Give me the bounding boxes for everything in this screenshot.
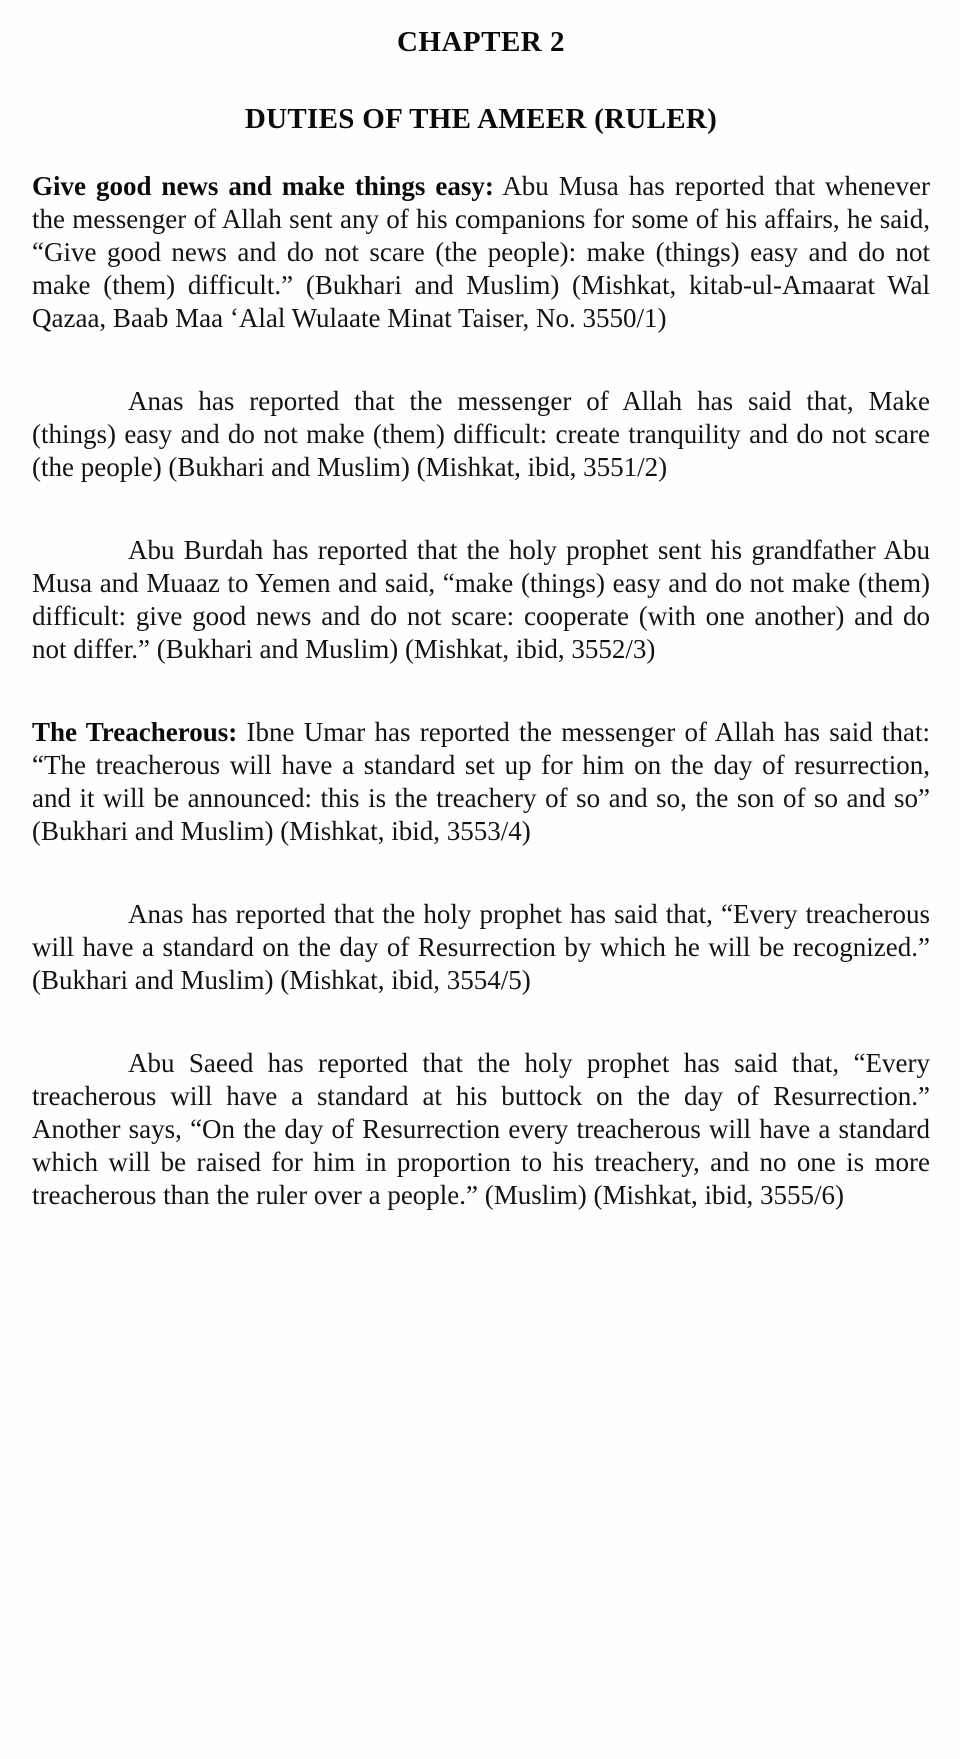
body-text [32,170,930,1212]
paragraph-anas-3551 [32,385,930,484]
paragraph-the-treacherous [32,716,930,848]
paragraph-abu-burdah-3552 [32,534,930,666]
paragraph-text: Abu Saeed has reported that the holy prophet has said that, “Every treacherous will have a standard at his buttock on the day of Resurrection.” Another says, “On the day of Resurrection every treacherous will have a standard which will be raised for him in proportion to his treachery, and no one is more treacherous than the ruler over a people.” (Muslim) (Mishkat, ibid, 3555/6) [32,1048,930,1210]
page-title: DUTIES OF THE AMEER (RULER) [244,103,718,135]
paragraph-text: Anas has reported that the holy prophet has said that, “Every treacherous will have a standard on the day of Resurrection by which he will be recognized.” (Bukhari and Muslim) (Mishkat, ibid, 3554/5) [32,899,930,995]
paragraph-text: Abu Musa has reported that whenever the messenger of Allah sent any of his companions for some of his affairs, he said, “Give good news and do not scare (the people): make (things) easy and do not make (them) difficult.” (Bukhari and Muslim) (Mishkat, kitab-ul-Amaarat Wal Qazaa, Baab Maa ‘Alal Wulaate Minat Taiser, No. 3550/1) [32,171,930,333]
paragraph-text: Anas has reported that the messenger of Allah has said that, Make (things) easy and do not make (them) difficult: create tranquility and do not scare (the people) (Bukhari and Muslim) (Mishkat, ibid, 3551/2) [32,386,930,482]
paragraph-text: Ibne Umar has reported the messenger of Allah has said that: “The treacherous will have a standard set up for him on the day of resurrection, and it will be announced: this is the treachery of so and so, the son of so and so” (Bukhari and Muslim) (Mishkat, ibid, 3553/4) [32,717,930,846]
paragraph-lead: The Treacherous: [32,717,238,747]
paragraph-abu-saeed-3555 [32,1047,930,1212]
paragraph-text: Abu Burdah has reported that the holy prophet sent his grandfather Abu Musa and Muaaz to Yemen and said, “make (things) easy and do not make (them) difficult: give good news and do not scare: cooperate (with one another) and do not differ.” (Bukhari and Muslim) (Mishkat, ibid, 3552/3) [32,535,930,664]
paragraph-anas-3554 [32,898,930,997]
paragraph-lead: Give good news and make things easy: [32,171,494,201]
chapter-heading: CHAPTER 2 [396,26,566,58]
paragraph-give-good-news [32,170,930,335]
